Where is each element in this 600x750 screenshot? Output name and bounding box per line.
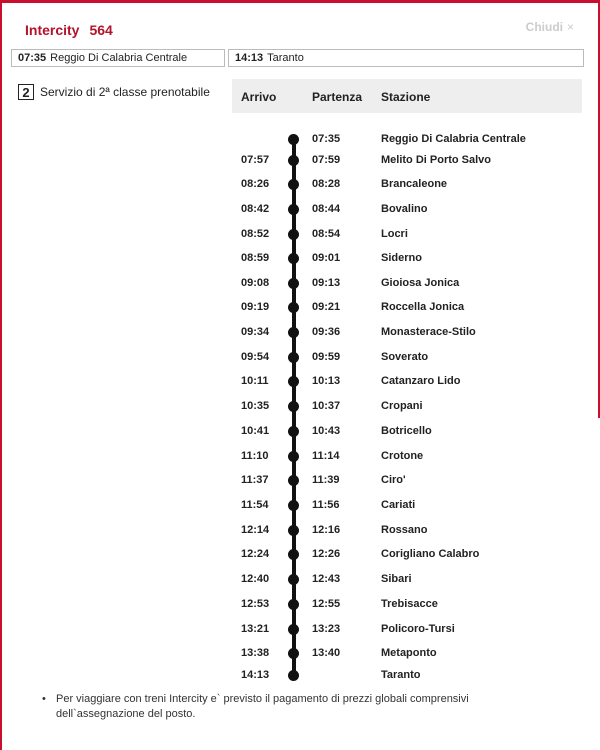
- departure-time: 13:40: [312, 647, 341, 659]
- station-name: Crotone: [381, 450, 424, 462]
- note-text: Per viaggiare con treni Intercity e` previsto il pagamento di prezzi globali comprensivi dell`assegnazione del posto.: [56, 693, 469, 720]
- arrival-time: 08:59: [241, 252, 270, 264]
- departure-time: 09:59: [312, 351, 341, 363]
- departure-time: 12:16: [312, 524, 341, 536]
- station-name: Botricello: [381, 425, 432, 437]
- stop-dot-icon: [288, 624, 299, 635]
- stop-dot-icon: [288, 204, 299, 215]
- fare-note: [42, 692, 512, 722]
- stop-row: [232, 596, 582, 614]
- stop-dot-icon: [288, 670, 299, 681]
- departure-time: 11:14: [312, 450, 340, 462]
- train-title: [25, 22, 113, 38]
- departure-time: 10:43: [312, 425, 341, 437]
- col-arrival: Arrivo: [241, 90, 277, 104]
- stop-row: [232, 324, 582, 342]
- destination-station: Taranto: [267, 52, 304, 64]
- station-name: Soverato: [381, 351, 429, 363]
- train-type: Intercity: [25, 22, 80, 38]
- window-frame-left: [0, 0, 2, 750]
- station-name: Sibari: [381, 573, 412, 585]
- station-name: Monasterace-Stilo: [381, 326, 476, 338]
- stop-row: [232, 299, 582, 317]
- stop-dot-icon: [288, 648, 299, 659]
- service-label: Servizio di 2ª classe prenotabile: [40, 85, 210, 99]
- arrival-time: 12:40: [241, 573, 270, 585]
- stop-dot-icon: [288, 327, 299, 338]
- arrival-time: 09:54: [241, 351, 270, 363]
- stop-row: [232, 349, 582, 367]
- station-name: Taranto: [381, 669, 421, 681]
- departure-time: 12:55: [312, 598, 341, 610]
- stop-row: [232, 275, 582, 293]
- station-name: Roccella Jonica: [381, 301, 465, 313]
- stop-dot-icon: [288, 229, 299, 240]
- col-departure: Partenza: [312, 90, 363, 104]
- stop-row: [232, 152, 582, 170]
- close-label: Chiudi: [525, 20, 563, 34]
- arrival-time: 14:13: [241, 669, 270, 681]
- close-icon: ×: [566, 20, 574, 34]
- arrival-time: 11:10: [241, 450, 269, 462]
- stop-row: [232, 398, 582, 416]
- class-badge: 2: [18, 84, 34, 100]
- station-name: Gioiosa Jonica: [381, 277, 460, 289]
- departure-time: 09:01: [312, 252, 341, 264]
- window-frame-top: [0, 0, 600, 3]
- stop-dot-icon: [288, 574, 299, 585]
- arrival-time: 10:11: [241, 375, 269, 387]
- station-name: Brancaleone: [381, 178, 448, 190]
- stop-dot-icon: [288, 155, 299, 166]
- note-bullet: •: [42, 693, 46, 705]
- departure-time: 11:39: [312, 474, 340, 486]
- stop-dot-icon: [288, 179, 299, 190]
- stop-row: [232, 571, 582, 589]
- stop-dot-icon: [288, 426, 299, 437]
- stop-dot-icon: [288, 451, 299, 462]
- station-name: Siderno: [381, 252, 422, 264]
- departure-time: 13:23: [312, 623, 341, 635]
- arrival-time: 09:08: [241, 277, 270, 289]
- departure-time: 08:28: [312, 178, 341, 190]
- stop-dot-icon: [288, 352, 299, 363]
- stop-dot-icon: [288, 500, 299, 511]
- arrival-time: 11:37: [241, 474, 269, 486]
- departure-time: 11:56: [312, 499, 340, 511]
- arrival-time: 09:34: [241, 326, 270, 338]
- arrival-time: 12:14: [241, 524, 270, 536]
- stop-row: [232, 645, 582, 663]
- service-info: [18, 84, 210, 100]
- departure-time: 08:54: [312, 228, 341, 240]
- departure-time: 07:35: [312, 133, 341, 145]
- departure-time: 08:44: [312, 203, 341, 215]
- stop-row: [232, 423, 582, 441]
- stop-row: [232, 373, 582, 391]
- stop-dot-icon: [288, 376, 299, 387]
- station-name: Corigliano Calabro: [381, 548, 480, 560]
- arrival-time: 08:52: [241, 228, 270, 240]
- stop-row: [232, 201, 582, 219]
- origin-time: 07:35: [18, 52, 47, 64]
- stop-dot-icon: [288, 302, 299, 313]
- station-name: Cariati: [381, 499, 416, 511]
- station-name: Locri: [381, 228, 408, 240]
- station-name: Cropani: [381, 400, 423, 412]
- col-station: Stazione: [381, 90, 431, 104]
- station-name: Reggio Di Calabria Centrale: [381, 133, 526, 145]
- station-name: Catanzaro Lido: [381, 375, 461, 387]
- departure-time: 10:13: [312, 375, 341, 387]
- stop-dot-icon: [288, 401, 299, 412]
- stop-row: [232, 546, 582, 564]
- train-number: 564: [89, 22, 113, 38]
- stop-row: [232, 667, 582, 685]
- route-origin: [11, 49, 225, 67]
- station-name: Trebisacce: [381, 598, 438, 610]
- stop-row: [232, 472, 582, 490]
- arrival-time: 10:41: [241, 425, 270, 437]
- origin-station: Reggio Di Calabria Centrale: [50, 52, 188, 64]
- arrival-time: 13:38: [241, 647, 270, 659]
- close-button[interactable]: [526, 20, 574, 34]
- stop-row: [232, 621, 582, 639]
- departure-time: 09:36: [312, 326, 341, 338]
- stop-row: [232, 448, 582, 466]
- departure-time: 07:59: [312, 154, 341, 166]
- stop-dot-icon: [288, 549, 299, 560]
- stop-dot-icon: [288, 134, 299, 145]
- arrival-time: 11:54: [241, 499, 269, 511]
- stop-row: [232, 226, 582, 244]
- departure-time: 09:21: [312, 301, 341, 313]
- stop-dot-icon: [288, 525, 299, 536]
- station-name: Policoro-Tursi: [381, 623, 455, 635]
- stop-dot-icon: [288, 599, 299, 610]
- stop-row: [232, 522, 582, 540]
- station-name: Bovalino: [381, 203, 428, 215]
- arrival-time: 09:19: [241, 301, 270, 313]
- arrival-time: 08:26: [241, 178, 270, 190]
- stop-row: [232, 176, 582, 194]
- departure-time: 10:37: [312, 400, 341, 412]
- arrival-time: 10:35: [241, 400, 270, 412]
- station-name: Metaponto: [381, 647, 437, 659]
- arrival-time: 08:42: [241, 203, 270, 215]
- stop-dot-icon: [288, 253, 299, 264]
- stop-dot-icon: [288, 475, 299, 486]
- timetable-header: [232, 79, 582, 113]
- stop-row: [232, 250, 582, 268]
- arrival-time: 07:57: [241, 154, 270, 166]
- stop-row: [232, 497, 582, 515]
- station-name: Ciro': [381, 474, 406, 486]
- route-destination: [228, 49, 584, 67]
- departure-time: 12:26: [312, 548, 341, 560]
- station-name: Melito Di Porto Salvo: [381, 154, 492, 166]
- stop-dot-icon: [288, 278, 299, 289]
- departure-time: 09:13: [312, 277, 341, 289]
- arrival-time: 13:21: [241, 623, 270, 635]
- arrival-time: 12:53: [241, 598, 270, 610]
- destination-time: 14:13: [235, 52, 264, 64]
- departure-time: 12:43: [312, 573, 341, 585]
- arrival-time: 12:24: [241, 548, 270, 560]
- stop-row: [232, 131, 582, 149]
- station-name: Rossano: [381, 524, 428, 536]
